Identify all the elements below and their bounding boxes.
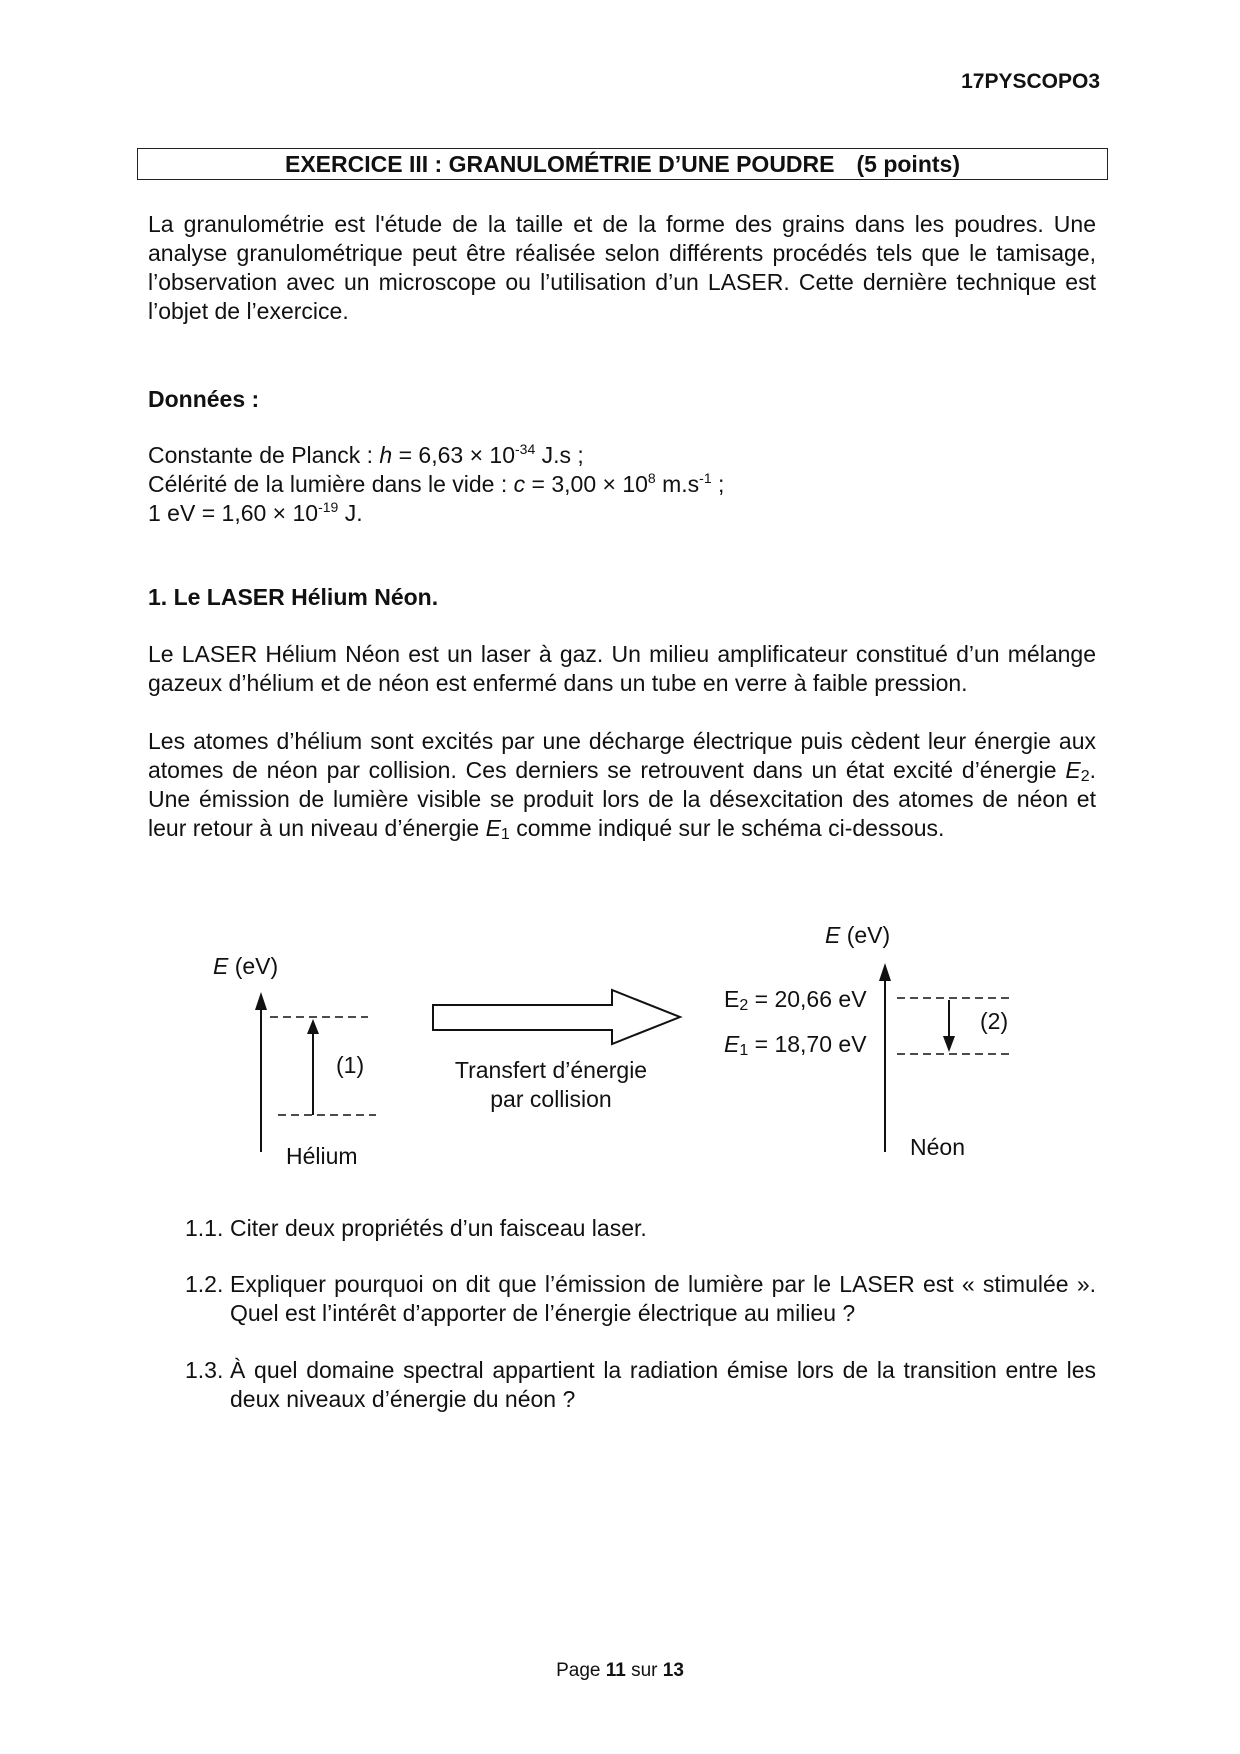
question-text: Citer deux propriétés d’un faisceau laser. <box>230 1215 647 1241</box>
section1-paragraph-1: Le LASER Hélium Néon est un laser à gaz. Un milieu amplificateur constitué d’un mélange gazeux d’hélium et de néon est enfermé dans un tube en verre à faible pression. <box>148 641 1096 696</box>
donnees-heading: Données : <box>148 386 260 412</box>
transfer-line-2: par collision <box>490 1086 612 1112</box>
celerite-unit: m.s <box>655 471 700 497</box>
planck-exponent: -34 <box>515 441 536 457</box>
neon-e2-label <box>724 986 867 1013</box>
p2-e1-sub: 1 <box>500 826 510 843</box>
planck-symbol: h <box>379 442 393 468</box>
helium-label: Hélium <box>286 1143 358 1169</box>
celerite-exponent: 8 <box>647 470 656 486</box>
neon-axis-label <box>825 922 890 949</box>
question-text: À quel domaine spectral appartient la radiation émise lors de la transition entre les deux niveaux d’énergie du néon ? <box>230 1357 1096 1412</box>
question-text: Expliquer pourquoi on dit que l’émission de lumière par le LASER est « stimulée ». Quel est l’intérêt d’apporter de l’énergie électrique au milieu ? <box>230 1271 1096 1326</box>
transfer-arrow-icon <box>433 990 680 1044</box>
ev-value: 1 eV = 1,60 × 10 <box>148 500 319 526</box>
question-number: 1.2. <box>185 1271 224 1297</box>
helium-axis-arrowhead <box>255 992 267 1010</box>
transfer-caption <box>447 1056 655 1114</box>
planck-label: Constante de Planck : <box>148 442 380 468</box>
e1-value: = 18,70 eV <box>748 1031 867 1057</box>
exercise-title-text: EXERCICE III : GRANULOMÉTRIE D’UNE POUDRE <box>285 151 835 177</box>
neon-label: Néon <box>910 1134 965 1160</box>
footer-page-number: 11 <box>605 1660 626 1681</box>
section1-heading: 1. Le LASER Hélium Néon. <box>148 584 439 610</box>
neon-axis-unit: (eV) <box>840 922 891 948</box>
e2-symbol: E <box>724 986 740 1012</box>
ev-unit: J. <box>338 500 363 526</box>
question-1-1 <box>185 1214 1096 1243</box>
celerite-end: ; <box>711 471 725 497</box>
question-1-2 <box>185 1270 1096 1328</box>
question-number: 1.1. <box>185 1215 224 1241</box>
neon-transition-arrowhead <box>943 1036 955 1052</box>
p2-text-a: Les atomes d’hélium sont excités par une décharge électrique puis cèdent leur énergie aux atomes de néon par collision. Ces derniers se retrouvent dans un état excité d’énergie <box>148 728 1096 783</box>
helium-transition-label: (1) <box>336 1052 365 1078</box>
celerite-value: = 3,00 × 10 <box>525 471 648 497</box>
helium-axis-unit: (eV) <box>228 953 279 979</box>
helium-axis-label <box>213 953 278 980</box>
p2-e1-symbol: E <box>485 815 501 841</box>
p2-e2-sub: 2 <box>1080 768 1090 785</box>
e1-symbol: E <box>724 1031 740 1057</box>
intro-paragraph: La granulométrie est l'étude de la taille et de la forme des grains dans les poudres. Une analyse granulométrique peut être réalisée selon différents procédés tels que le tamisage, l’observation avec un microscope ou l’utilisation d’un LASER. Cette dernière technique est l’objet de l’exercice. <box>148 211 1096 324</box>
e1-sub: 1 <box>739 1042 749 1059</box>
celerite-unit-exponent: -1 <box>699 470 712 486</box>
document-code: 17PYSCOPO3 <box>961 70 1100 93</box>
footer-total-pages: 13 <box>662 1660 684 1681</box>
celerite-label: Célérité de la lumière dans le vide : <box>148 471 514 497</box>
exercise-points: (5 points) <box>856 151 960 177</box>
neon-axis-symbol: E <box>825 922 841 948</box>
planck-value: = 6,63 × 10 <box>392 442 515 468</box>
neon-axis-arrowhead <box>879 963 891 981</box>
p2-text-b: . Une émission de lumière visible se produit lors de la désexcitation des atomes de néon et leur retour à un niveau d’énergie <box>148 757 1096 841</box>
neon-e1-label <box>724 1031 867 1058</box>
page-footer <box>0 1660 1240 1682</box>
question-1-3 <box>185 1356 1096 1414</box>
footer-mid: sur <box>625 1660 663 1681</box>
ev-exponent: -19 <box>318 499 339 515</box>
e2-value: = 20,66 eV <box>748 986 867 1012</box>
p2-text-c: comme indiqué sur le schéma ci-dessous. <box>509 815 945 841</box>
transfer-line-1: Transfert d’énergie <box>454 1057 648 1083</box>
celerite-symbol: c <box>513 471 526 497</box>
p2-e2-symbol: E <box>1065 757 1081 783</box>
helium-transition-arrowhead <box>307 1019 319 1034</box>
neon-transition-label: (2) <box>980 1008 1009 1034</box>
planck-unit: J.s ; <box>535 442 584 468</box>
question-number: 1.3. <box>185 1357 224 1383</box>
e2-sub: 2 <box>739 997 749 1014</box>
footer-prefix: Page <box>556 1660 606 1681</box>
helium-axis-symbol: E <box>213 953 229 979</box>
